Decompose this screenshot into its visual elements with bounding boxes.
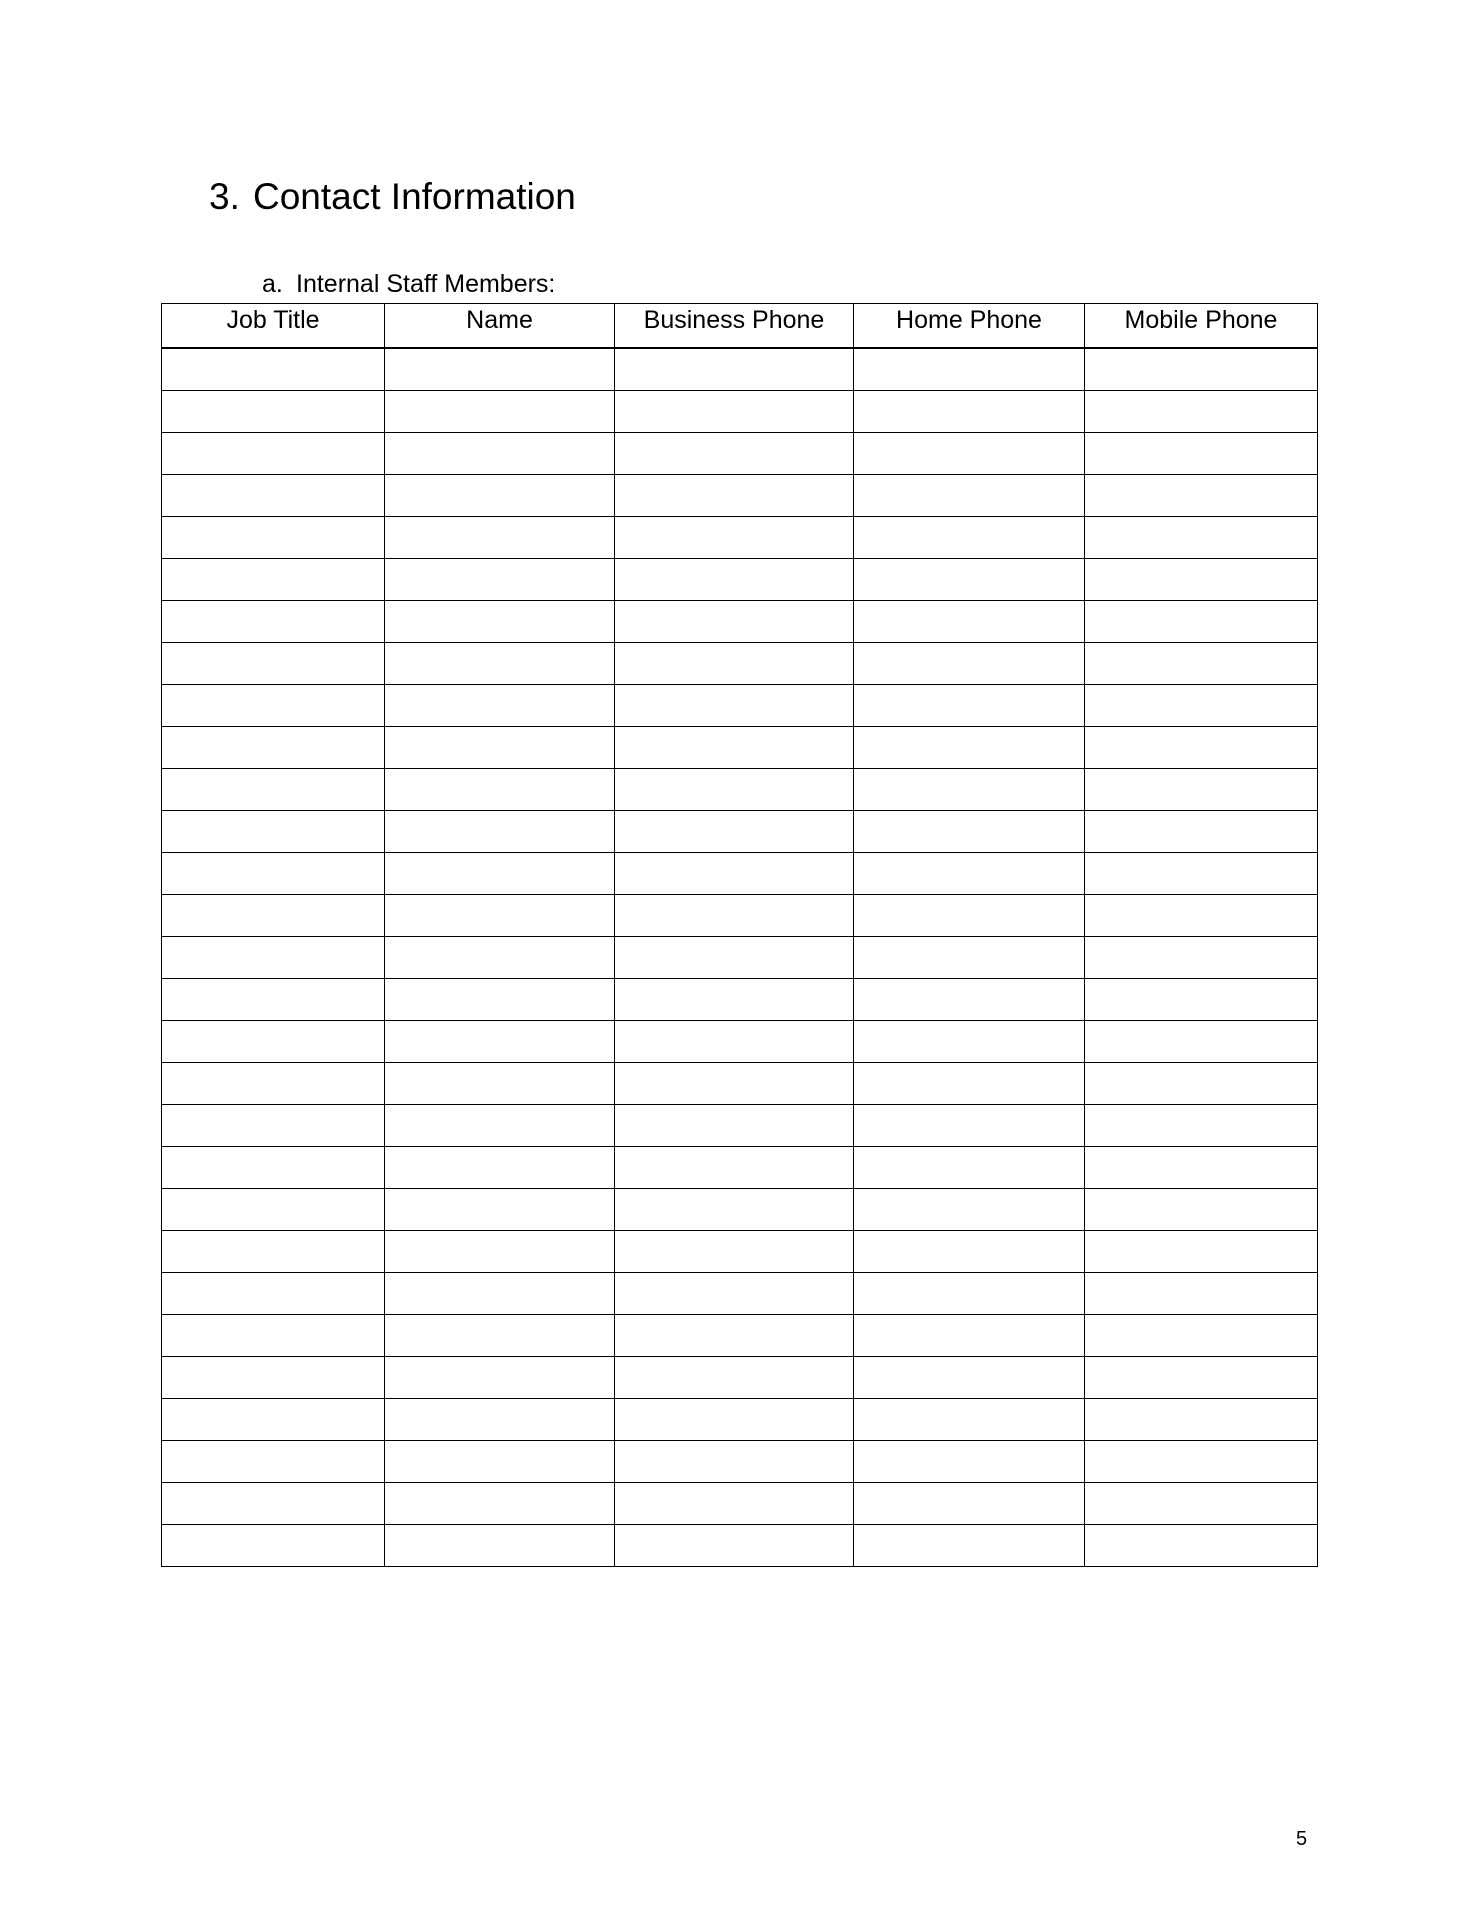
table-cell-name[interactable] xyxy=(385,475,615,517)
subsection-letter: a. xyxy=(262,270,283,298)
table-cell-business-phone[interactable] xyxy=(615,643,854,685)
table-cell-business-phone[interactable] xyxy=(615,391,854,433)
table-cell-name[interactable] xyxy=(385,391,615,433)
table-cell-mobile-phone[interactable] xyxy=(1085,559,1318,601)
table-cell-mobile-phone[interactable] xyxy=(1085,1063,1318,1105)
table-cell-name[interactable] xyxy=(385,727,615,769)
table-cell-job-title[interactable] xyxy=(162,643,385,685)
table-cell-home-phone[interactable] xyxy=(854,1525,1085,1567)
table-cell-job-title[interactable] xyxy=(162,1063,385,1105)
table-cell-name[interactable] xyxy=(385,769,615,811)
table-cell-mobile-phone[interactable] xyxy=(1085,769,1318,811)
table-cell-home-phone[interactable] xyxy=(854,1315,1085,1357)
column-header-mobile-phone: Mobile Phone xyxy=(1085,304,1318,349)
table-cell-business-phone[interactable] xyxy=(615,1441,854,1483)
table-cell-job-title[interactable] xyxy=(162,727,385,769)
table-cell-mobile-phone[interactable] xyxy=(1085,1525,1318,1567)
table-row xyxy=(162,475,1318,517)
table-cell-business-phone[interactable] xyxy=(615,1357,854,1399)
table-cell-mobile-phone[interactable] xyxy=(1085,348,1318,391)
table-cell-job-title[interactable] xyxy=(162,811,385,853)
table-cell-mobile-phone[interactable] xyxy=(1085,643,1318,685)
table-cell-business-phone[interactable] xyxy=(615,1021,854,1063)
table-cell-name[interactable] xyxy=(385,1231,615,1273)
table-cell-mobile-phone[interactable] xyxy=(1085,1273,1318,1315)
table-cell-name[interactable] xyxy=(385,1189,615,1231)
table-cell-home-phone[interactable] xyxy=(854,937,1085,979)
table-row xyxy=(162,937,1318,979)
table-cell-job-title[interactable] xyxy=(162,979,385,1021)
table-cell-name[interactable] xyxy=(385,853,615,895)
table-row xyxy=(162,1063,1318,1105)
column-header-job-title: Job Title xyxy=(162,304,385,349)
table-cell-mobile-phone[interactable] xyxy=(1085,979,1318,1021)
table-cell-business-phone[interactable] xyxy=(615,475,854,517)
table-cell-business-phone[interactable] xyxy=(615,559,854,601)
table-row xyxy=(162,601,1318,643)
table-row xyxy=(162,979,1318,1021)
table-cell-home-phone[interactable] xyxy=(854,643,1085,685)
table-row xyxy=(162,1357,1318,1399)
table-row xyxy=(162,1105,1318,1147)
table-cell-job-title[interactable] xyxy=(162,433,385,475)
table-cell-name[interactable] xyxy=(385,517,615,559)
table-cell-mobile-phone[interactable] xyxy=(1085,391,1318,433)
table-row xyxy=(162,559,1318,601)
table-cell-business-phone[interactable] xyxy=(615,895,854,937)
table-cell-home-phone[interactable] xyxy=(854,1357,1085,1399)
table-cell-home-phone[interactable] xyxy=(854,517,1085,559)
table-cell-name[interactable] xyxy=(385,1441,615,1483)
table-cell-mobile-phone[interactable] xyxy=(1085,1315,1318,1357)
table-cell-name[interactable] xyxy=(385,1105,615,1147)
table-cell-mobile-phone[interactable] xyxy=(1085,1105,1318,1147)
table-row xyxy=(162,1189,1318,1231)
page-number: 5 xyxy=(1296,1828,1308,1850)
table-cell-business-phone[interactable] xyxy=(615,517,854,559)
table-header-row xyxy=(162,304,1318,349)
table-cell-business-phone[interactable] xyxy=(615,1525,854,1567)
table-cell-mobile-phone[interactable] xyxy=(1085,1441,1318,1483)
table-row xyxy=(162,433,1318,475)
table-cell-job-title[interactable] xyxy=(162,517,385,559)
table-cell-home-phone[interactable] xyxy=(854,1231,1085,1273)
table-cell-name[interactable] xyxy=(385,1021,615,1063)
table-cell-job-title[interactable] xyxy=(162,1105,385,1147)
table-row xyxy=(162,517,1318,559)
table-cell-mobile-phone[interactable] xyxy=(1085,937,1318,979)
table-cell-job-title[interactable] xyxy=(162,475,385,517)
table-cell-business-phone[interactable] xyxy=(615,1063,854,1105)
table-cell-business-phone[interactable] xyxy=(615,348,854,391)
table-cell-mobile-phone[interactable] xyxy=(1085,895,1318,937)
table-cell-name[interactable] xyxy=(385,979,615,1021)
table-cell-business-phone[interactable] xyxy=(615,601,854,643)
table-row xyxy=(162,1525,1318,1567)
table-cell-home-phone[interactable] xyxy=(854,391,1085,433)
table-cell-business-phone[interactable] xyxy=(615,433,854,475)
table-cell-home-phone[interactable] xyxy=(854,895,1085,937)
table-cell-name[interactable] xyxy=(385,1063,615,1105)
table-cell-job-title[interactable] xyxy=(162,1357,385,1399)
table-cell-business-phone[interactable] xyxy=(615,979,854,1021)
table-cell-business-phone[interactable] xyxy=(615,1189,854,1231)
table-cell-name[interactable] xyxy=(385,433,615,475)
table-cell-business-phone[interactable] xyxy=(615,1105,854,1147)
table-cell-home-phone[interactable] xyxy=(854,1399,1085,1441)
table-body xyxy=(162,348,1318,1567)
table-cell-job-title[interactable] xyxy=(162,391,385,433)
table-cell-name[interactable] xyxy=(385,1273,615,1315)
section-title: Contact Information xyxy=(253,176,576,217)
table-cell-home-phone[interactable] xyxy=(854,1105,1085,1147)
table-cell-mobile-phone[interactable] xyxy=(1085,853,1318,895)
table-cell-name[interactable] xyxy=(385,1315,615,1357)
table-row xyxy=(162,1021,1318,1063)
table-cell-business-phone[interactable] xyxy=(615,1147,854,1189)
table-row xyxy=(162,348,1318,391)
table-row xyxy=(162,1315,1318,1357)
table-row xyxy=(162,895,1318,937)
table-cell-name[interactable] xyxy=(385,1357,615,1399)
table-cell-mobile-phone[interactable] xyxy=(1085,1147,1318,1189)
table-row xyxy=(162,1273,1318,1315)
table-cell-mobile-phone[interactable] xyxy=(1085,1231,1318,1273)
table-cell-name[interactable] xyxy=(385,559,615,601)
table-cell-job-title[interactable] xyxy=(162,937,385,979)
table-cell-home-phone[interactable] xyxy=(854,1273,1085,1315)
table-cell-mobile-phone[interactable] xyxy=(1085,433,1318,475)
internal-staff-table xyxy=(161,303,1318,1567)
section-number: 3. xyxy=(209,176,240,217)
table-cell-home-phone[interactable] xyxy=(854,1021,1085,1063)
table-cell-mobile-phone[interactable] xyxy=(1085,727,1318,769)
table-row xyxy=(162,685,1318,727)
table-cell-home-phone[interactable] xyxy=(854,1063,1085,1105)
table-cell-job-title[interactable] xyxy=(162,601,385,643)
table-row xyxy=(162,1399,1318,1441)
table-cell-name[interactable] xyxy=(385,937,615,979)
table-cell-mobile-phone[interactable] xyxy=(1085,1189,1318,1231)
table-cell-home-phone[interactable] xyxy=(854,601,1085,643)
table-cell-mobile-phone[interactable] xyxy=(1085,811,1318,853)
table-cell-home-phone[interactable] xyxy=(854,1483,1085,1525)
table-cell-business-phone[interactable] xyxy=(615,685,854,727)
table-cell-business-phone[interactable] xyxy=(615,811,854,853)
table-cell-home-phone[interactable] xyxy=(854,685,1085,727)
table-row xyxy=(162,643,1318,685)
table-cell-mobile-phone[interactable] xyxy=(1085,685,1318,727)
table-cell-home-phone[interactable] xyxy=(854,811,1085,853)
table-cell-job-title[interactable] xyxy=(162,1231,385,1273)
table-cell-mobile-phone[interactable] xyxy=(1085,1021,1318,1063)
column-header-home-phone: Home Phone xyxy=(854,304,1085,349)
table-cell-home-phone[interactable] xyxy=(854,769,1085,811)
table-cell-job-title[interactable] xyxy=(162,769,385,811)
table-cell-mobile-phone[interactable] xyxy=(1085,601,1318,643)
table-cell-business-phone[interactable] xyxy=(615,1231,854,1273)
table-cell-name[interactable] xyxy=(385,1399,615,1441)
subsection-heading xyxy=(262,269,555,299)
table-row xyxy=(162,1147,1318,1189)
table-cell-business-phone[interactable] xyxy=(615,769,854,811)
table-cell-home-phone[interactable] xyxy=(854,979,1085,1021)
table-cell-name[interactable] xyxy=(385,1483,615,1525)
table-row xyxy=(162,1483,1318,1525)
table-cell-business-phone[interactable] xyxy=(615,1483,854,1525)
table-cell-home-phone[interactable] xyxy=(854,348,1085,391)
table-cell-job-title[interactable] xyxy=(162,853,385,895)
table-row xyxy=(162,769,1318,811)
table-cell-business-phone[interactable] xyxy=(615,853,854,895)
table-cell-job-title[interactable] xyxy=(162,1399,385,1441)
table-cell-home-phone[interactable] xyxy=(854,1441,1085,1483)
table-cell-home-phone[interactable] xyxy=(854,727,1085,769)
table-cell-job-title[interactable] xyxy=(162,1525,385,1567)
table-cell-job-title[interactable] xyxy=(162,348,385,391)
table-cell-job-title[interactable] xyxy=(162,1483,385,1525)
table-cell-home-phone[interactable] xyxy=(854,559,1085,601)
table-cell-business-phone[interactable] xyxy=(615,1315,854,1357)
table-cell-mobile-phone[interactable] xyxy=(1085,1357,1318,1399)
table-cell-job-title[interactable] xyxy=(162,1147,385,1189)
table-cell-job-title[interactable] xyxy=(162,685,385,727)
table-cell-name[interactable] xyxy=(385,895,615,937)
table-cell-mobile-phone[interactable] xyxy=(1085,475,1318,517)
table-cell-job-title[interactable] xyxy=(162,1021,385,1063)
table-cell-job-title[interactable] xyxy=(162,559,385,601)
table-cell-name[interactable] xyxy=(385,1525,615,1567)
table-cell-business-phone[interactable] xyxy=(615,1399,854,1441)
table-cell-name[interactable] xyxy=(385,348,615,391)
table-row xyxy=(162,1441,1318,1483)
table-cell-mobile-phone[interactable] xyxy=(1085,1483,1318,1525)
table-cell-business-phone[interactable] xyxy=(615,937,854,979)
table-cell-mobile-phone[interactable] xyxy=(1085,1399,1318,1441)
table-cell-job-title[interactable] xyxy=(162,1273,385,1315)
table-cell-job-title[interactable] xyxy=(162,895,385,937)
table-cell-name[interactable] xyxy=(385,601,615,643)
table-cell-job-title[interactable] xyxy=(162,1441,385,1483)
table-cell-mobile-phone[interactable] xyxy=(1085,517,1318,559)
column-header-name: Name xyxy=(385,304,615,349)
table-cell-name[interactable] xyxy=(385,811,615,853)
table-row xyxy=(162,1231,1318,1273)
table-cell-job-title[interactable] xyxy=(162,1315,385,1357)
table-row xyxy=(162,811,1318,853)
table-cell-home-phone[interactable] xyxy=(854,1189,1085,1231)
table-cell-name[interactable] xyxy=(385,685,615,727)
table-row xyxy=(162,727,1318,769)
table-cell-name[interactable] xyxy=(385,643,615,685)
column-header-business-phone: Business Phone xyxy=(615,304,854,349)
table-cell-home-phone[interactable] xyxy=(854,433,1085,475)
table-cell-job-title[interactable] xyxy=(162,1189,385,1231)
table-row xyxy=(162,391,1318,433)
table-cell-business-phone[interactable] xyxy=(615,727,854,769)
section-heading xyxy=(209,175,576,219)
table-cell-home-phone[interactable] xyxy=(854,853,1085,895)
table-row xyxy=(162,853,1318,895)
subsection-title: Internal Staff Members: xyxy=(296,270,556,298)
table-cell-name[interactable] xyxy=(385,1147,615,1189)
table-cell-business-phone[interactable] xyxy=(615,1273,854,1315)
table-cell-home-phone[interactable] xyxy=(854,1147,1085,1189)
table-cell-home-phone[interactable] xyxy=(854,475,1085,517)
